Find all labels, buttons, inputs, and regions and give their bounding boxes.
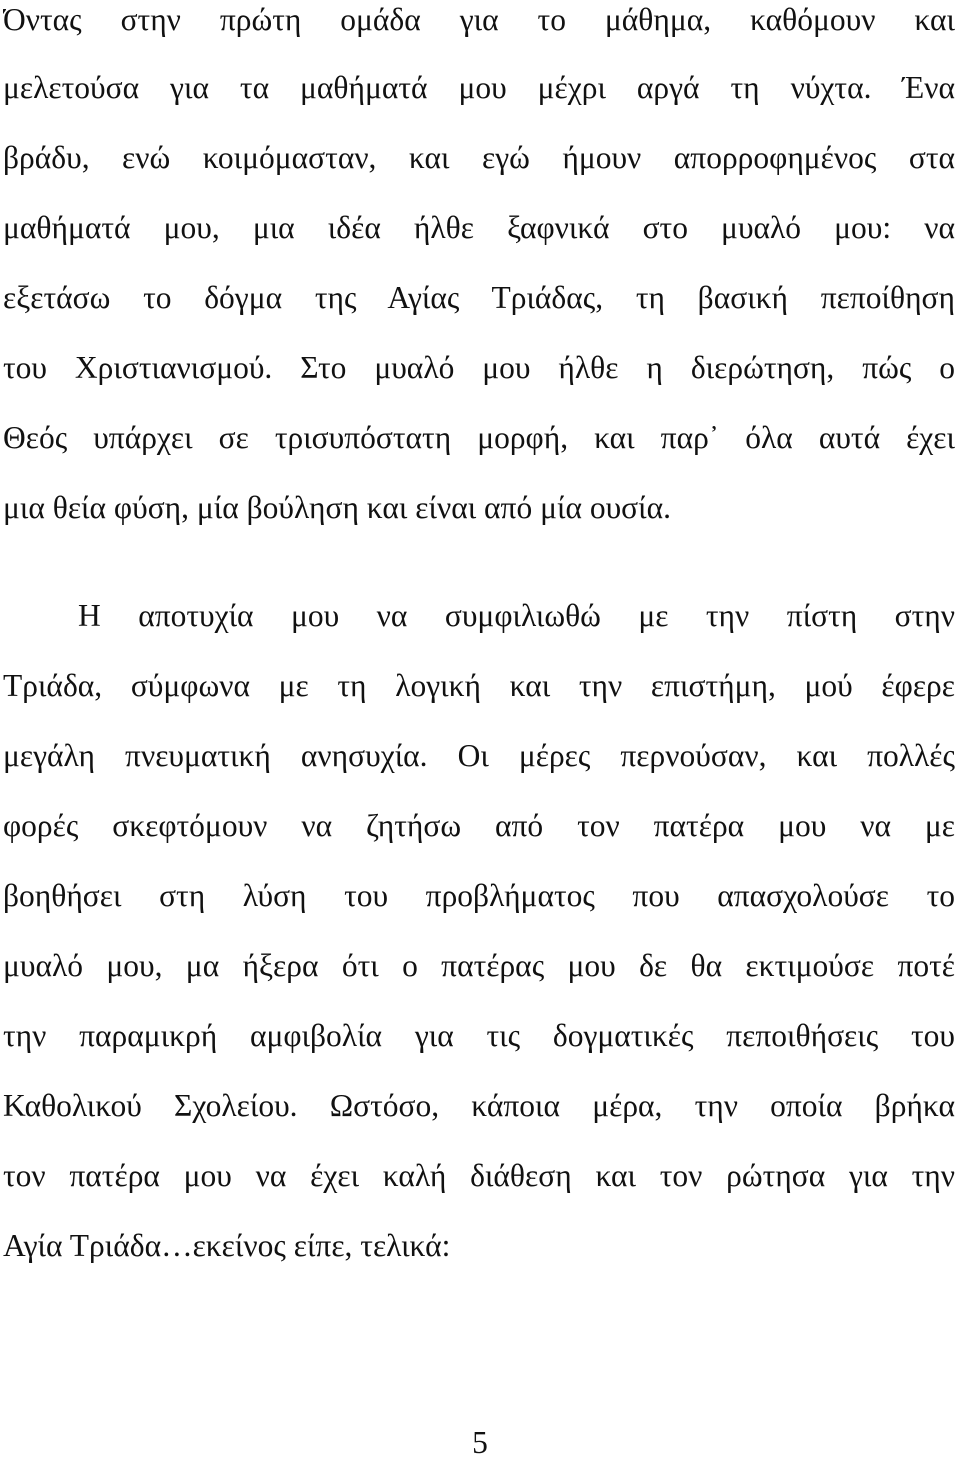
text-line: του Χριστιανισμού. Στο μυαλό μου ήλθε η διερώτηση, πώς ο [3,350,955,385]
text-line: Θεός υπάρχει σε τρισυπόστατη μορφή, και παρ᾽ όλα αυτά έχει [3,420,955,455]
text-line: την παραμικρή αμφιβολία για τις δογματικές πεποιθήσεις του [3,1018,955,1053]
text-line: φορές σκεφτόμουν να ζητήσω από τον πατέρα μου να με [3,808,955,843]
text-line: Όντας στην πρώτη ομάδα για το μάθημα, καθόμουν και [3,2,955,37]
text-line: μαθήματά μου, μια ιδέα ήλθε ξαφνικά στο μυαλό μου: να [3,210,955,245]
text-line: μυαλό μου, μα ήξερα ότι ο πατέρας μου δε θα εκτιμούσε ποτέ [3,948,955,983]
text-line: βοηθήσει στη λύση του προβλήματος που απασχολούσε το [3,878,955,913]
text-line: μια θεία φύση, μία βούληση και είναι από μία ουσία. [3,490,672,525]
text-line: εξετάσω το δόγμα της Αγίας Τριάδας, τη βασική πεποίθηση [3,280,955,315]
text-line: τον πατέρα μου να έχει καλή διάθεση και τον ρώτησα για την [3,1158,955,1193]
page-number: 5 [472,1425,488,1460]
text-line: Η αποτυχία μου να συμφιλιωθώ με την πίστη στην [78,598,955,633]
text-line: Καθολικού Σχολείου. Ωστόσο, κάποια μέρα, την οποία βρήκα [3,1088,955,1123]
text-line: μελετούσα για τα μαθήματά μου μέχρι αργά τη νύχτα. Ένα [3,70,955,105]
text-line: μεγάλη πνευματική ανησυχία. Οι μέρες περνούσαν, και πολλές [3,738,955,773]
text-line: Αγία Τριάδα…εκείνος είπε, τελικά: [3,1228,451,1263]
text-line: βράδυ, ενώ κοιμόμασταν, και εγώ ήμουν απορροφημένος στα [3,140,955,175]
text-line: Τριάδα, σύμφωνα με τη λογική και την επιστήμη, μού έφερε [3,668,955,703]
